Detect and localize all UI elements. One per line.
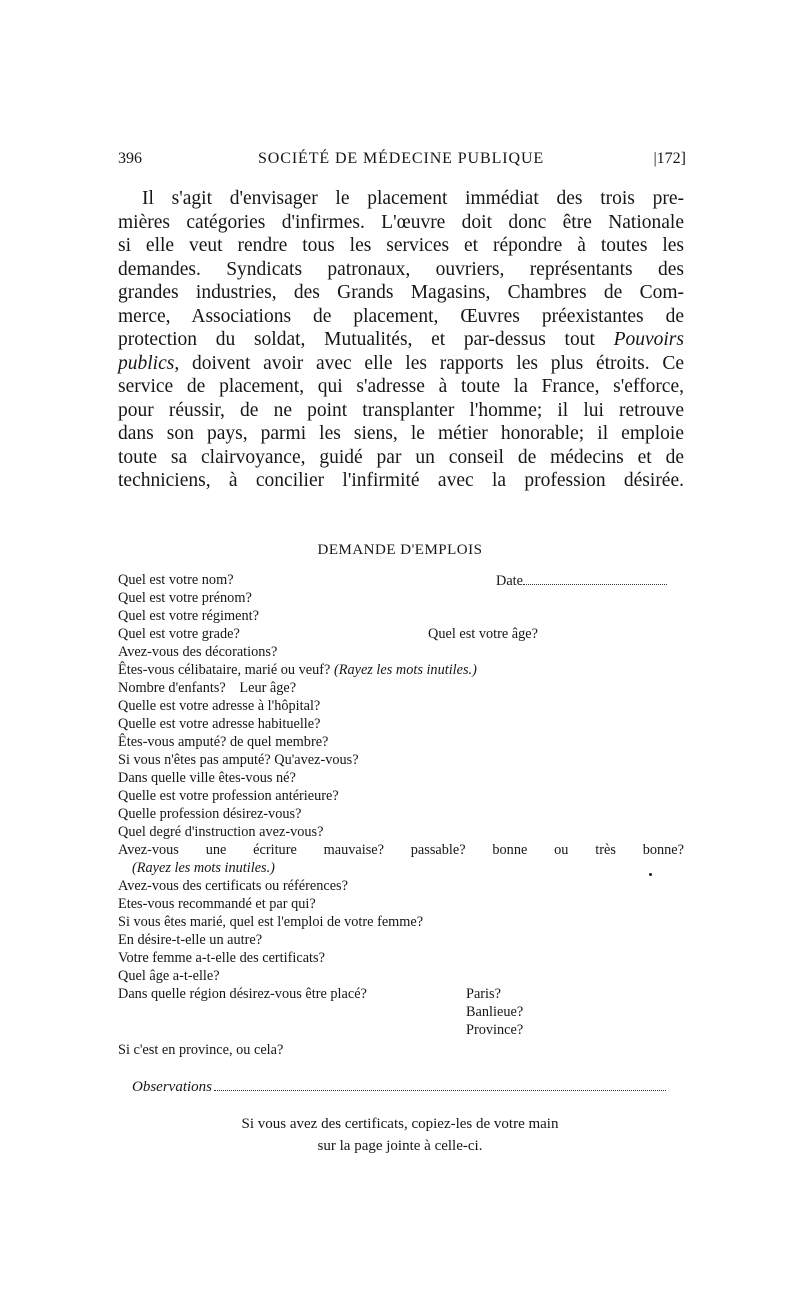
question-region: Dans quelle région désirez-vous être placé?: [118, 986, 367, 1002]
paragraph-text: , doivent avoir avec elle les rapports les plus étroits. Ce: [174, 352, 684, 374]
observations-blank-line: [214, 1078, 666, 1091]
intro-paragraph: [118, 187, 684, 493]
footer-line-1: Si vous avez des certificats, copiez-les de votre main: [241, 1116, 559, 1132]
question-decorations: Avez-vous des décorations?: [118, 644, 278, 660]
question-ecriture: Avez-vous une écriture mauvaise? passable? bonne ou très bonne?: [118, 842, 684, 858]
question-ampute: Êtes-vous amputé? de quel membre?: [118, 734, 329, 750]
note-rayez-2: (Rayez les mots inutiles.): [132, 860, 275, 876]
question-etat-civil: [118, 662, 477, 679]
paragraph-italic: Pouvoirs: [613, 329, 684, 350]
question-nom: Quel est votre nom?: [118, 572, 234, 588]
date-label: Date: [496, 573, 523, 589]
paragraph-line: mières catégories d'infirmes. L'œuvre doit donc être Nationale: [118, 211, 684, 233]
page-header: [118, 150, 686, 176]
paragraph-line: dans son pays, parmi les siens, le métier honorable; il emploie: [118, 423, 684, 444]
question-adresse-habituelle: Quelle est votre adresse habituelle?: [118, 716, 321, 732]
paragraph-line: grandes industries, des Grands Magasins, Chambres de Com-: [118, 282, 684, 303]
question-province-cela: Si c'est en province, ou cela?: [118, 1042, 284, 1058]
observations-field: [132, 1078, 682, 1096]
paragraph-line: toute sa clairvoyance, guidé par un conseil de médecins et de: [118, 446, 684, 468]
paragraph-line: Il s'agit d'envisager le placement immédiat des trois pre-: [142, 188, 684, 209]
paragraph-text: protection du soldat, Mutualités, et par-dessus tout: [118, 329, 595, 350]
question-ville: Dans quelle ville êtes-vous né?: [118, 770, 296, 786]
question-enfants: Nombre d'enfants?: [118, 680, 226, 696]
question-age: Quel est votre âge?: [428, 626, 538, 642]
form-title: DEMANDE D'EMPLOIS: [317, 542, 483, 558]
paragraph-line-pouvoirs: [118, 328, 684, 352]
option-province: Province?: [466, 1022, 524, 1038]
paragraph-line-publics: [118, 352, 684, 376]
paragraph-italic: publics: [118, 352, 175, 374]
question-femme-certificats: Votre femme a-t-elle des certificats?: [118, 950, 325, 966]
question-prenom: Quel est votre prénom?: [118, 590, 252, 606]
footer-line-2: sur la page jointe à celle-ci.: [317, 1138, 483, 1154]
question-profession-anterieure: Quelle est votre profession antérieure?: [118, 788, 339, 804]
option-paris: Paris?: [466, 986, 501, 1002]
paragraph-line: si elle veut rendre tous les services et répondre à toutes les: [118, 235, 684, 256]
page-number: 396: [118, 150, 142, 167]
footer-note: [0, 1113, 800, 1157]
date-blank-line: [523, 572, 667, 585]
ink-dot: [649, 873, 652, 876]
question-grade: Quel est votre grade?: [118, 626, 240, 642]
question-desire-autre: En désire-t-elle un autre?: [118, 932, 263, 948]
paragraph-line: merce, Associations de placement, Œuvres préexistantes de: [118, 305, 684, 327]
page-reference: |172]: [653, 150, 686, 167]
running-title: SOCIÉTÉ DE MÉDECINE PUBLIQUE: [258, 150, 545, 167]
question-leur-age: Leur âge?: [239, 680, 297, 696]
question-profession-desiree: Quelle profession désirez-vous?: [118, 806, 302, 822]
question-certificats: Avez-vous des certificats ou références?: [118, 878, 348, 894]
question-recommande: Etes-vous recommandé et par qui?: [118, 896, 316, 912]
question-emploi-femme: Si vous êtes marié, quel est l'emploi de votre femme?: [118, 914, 424, 930]
question-quel-age: Quel âge a-t-elle?: [118, 968, 220, 984]
paragraph-line: demandes. Syndicats patronaux, ouvriers, représentants des: [118, 258, 684, 280]
note-rayez: (Rayez les mots inutiles.): [333, 662, 477, 678]
option-banlieue: Banlieue?: [466, 1004, 524, 1020]
date-field: [496, 572, 667, 590]
question-regiment: Quel est votre régiment?: [118, 608, 259, 624]
paragraph-line: pour réussir, de ne point transplanter l'homme; il lui retrouve: [118, 399, 684, 421]
question-instruction: Quel degré d'instruction avez-vous?: [118, 824, 324, 840]
question-adresse-hopital: Quelle est votre adresse à l'hôpital?: [118, 698, 321, 714]
question-celibataire: Êtes-vous célibataire, marié ou veuf?: [118, 662, 331, 678]
paragraph-line: service de placement, qui s'adresse à toute la France, s'efforce,: [118, 376, 684, 397]
question-pas-ampute: Si vous n'êtes pas amputé? Qu'avez-vous?: [118, 752, 359, 768]
observations-label: Observations: [132, 1079, 212, 1095]
paragraph-line: techniciens, à concilier l'infirmité avec la profession désirée.: [118, 470, 684, 491]
question-enfants-row: [118, 680, 296, 697]
